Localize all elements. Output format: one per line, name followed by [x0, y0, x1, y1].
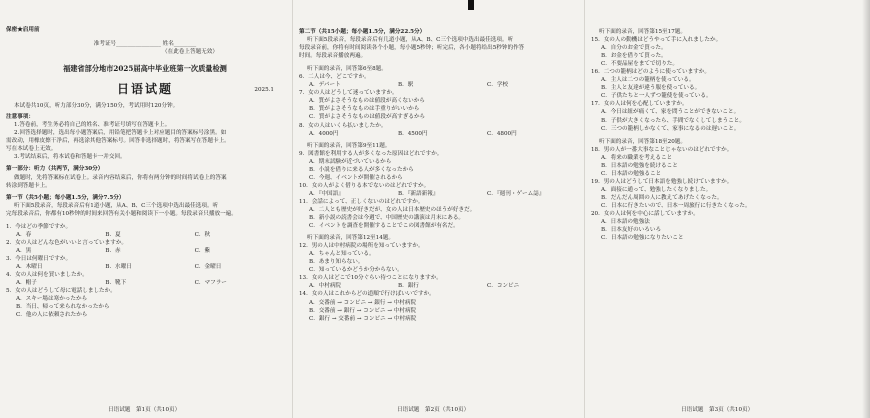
option: A．自分のお金で買った。	[601, 45, 667, 52]
question-1: 1．今はどの季節ですか。	[6, 223, 72, 230]
option: C．銀行 → 交番前 → コンビニ → 中村病院	[309, 315, 417, 322]
page-2	[292, 0, 582, 418]
option: C．不要品屋をまてで切りた。	[601, 61, 678, 68]
section1-note: 听下面5段录音，每段录音后有1道小题，从A、B、C三个选项中选出最佳选项。听	[14, 202, 219, 209]
option: A．スキー場は寒かったから	[16, 296, 88, 303]
option: A．期末試験が近づいているから	[309, 158, 392, 165]
question-9: 9．図書館を利用する人が多くなった原因はどれですか。	[299, 150, 443, 157]
option: C．日本語の勉強になりたいこと	[601, 235, 684, 242]
exam-subtitle: 福建省部分地市2025届高中毕业班第一次质量检测	[63, 64, 227, 74]
section1-heading: 第一节（共5小题；每小题1.5分，满分7.5分）	[6, 194, 125, 201]
listening-prompt: 听下面的录音，回答第9至11题。	[307, 142, 391, 149]
question-20: 20．女の人は何を中心に話していますか。	[591, 211, 699, 218]
question-11: 11．会話によって、正しくないのはどれですか。	[299, 198, 424, 205]
section2-note: 听下面5段录音，每段录音后有几道小题，从A、B、C三个选项中选出最佳选项。听	[307, 37, 514, 44]
question-15: 15．女の人の動機はどうやって手に入れましたか。	[591, 37, 722, 44]
option: B．銀行	[398, 283, 419, 290]
options-2	[6, 247, 284, 255]
option: C．4800円	[487, 130, 517, 137]
option: A．デパート	[309, 82, 341, 89]
option: B．駅	[398, 82, 414, 89]
option: A．ちゃんと知っている。	[309, 251, 375, 258]
option: C．紫	[194, 247, 211, 254]
option: B．あまり知らない。	[309, 259, 364, 266]
option: B．主人と友達が違う服を使っている。	[601, 85, 701, 92]
notice-item: 1.答卷前，考生务必将自己的姓名、准考证号填写在答题卡上。	[14, 122, 171, 129]
options-13	[299, 282, 576, 290]
option: B．当日、帰って来られなかったから	[16, 304, 110, 311]
notice-item: 需改动，用橡皮擦干净后，再选涂其他答案标号。回答非选择题时，将答案写在答题卡上。	[6, 138, 230, 145]
section1-note: 完每段录音后，你都有10秒钟的时间来回答有关小题和阅读下一小题。每段录音只播放一遍。	[6, 210, 237, 217]
listening-prompt: 听下面的录音，回答第12至14题。	[307, 235, 394, 242]
option: C．他の人に依頼されたから	[16, 312, 88, 319]
option: B．日本友好のいろいろ	[601, 227, 662, 234]
option: B．『新語新報』	[398, 190, 439, 197]
option: C．日本に行きたいので、日本一周旅行に行きたくなった。	[601, 202, 751, 209]
option: B．質がよさそうなものは手重りがいいから	[309, 106, 420, 113]
question-19: 19．男の人はどうして日本語を勉強し続けていますか。	[591, 178, 733, 185]
option: C．秋	[194, 231, 211, 238]
notice-heading: 注意事项：	[6, 114, 34, 121]
option: A．木曜日	[16, 263, 43, 270]
option: B．交番前 → 銀行 → コンビニ → 中村病院	[309, 307, 417, 314]
options-10	[299, 190, 576, 198]
option: A．質がよさそうなものは値段が高くないから	[309, 98, 425, 105]
option: A．帽子	[16, 280, 37, 287]
option: A．日本語の勉強法	[601, 219, 650, 226]
option: A．今日は紐が痛くて、家を問うことができないこと。	[601, 109, 740, 116]
option: B．小説を借りに来る人が多くなったから	[309, 166, 414, 173]
listening-prompt: 听下面的录音，回答第6至8题。	[307, 66, 387, 73]
options-8	[299, 130, 576, 138]
notice-item: 2.回答选择题时，选出每小题答案后，用铅笔把答题卡上对应题目的答案标号涂黑。如	[14, 130, 227, 137]
option: A．黒	[16, 247, 32, 254]
scan-edge-shadow	[862, 0, 870, 418]
listening-prompt: 听下面的录音，回答第18至20题。	[599, 138, 686, 145]
option: A．将来の職業を考えること	[601, 154, 673, 161]
exam-intro: 本试卷共10页，听力部分30分，满分150分，考试用时120分钟。	[14, 103, 179, 110]
option: C．マフラー	[194, 280, 227, 287]
option: C．知っているかどうか分からない。	[309, 267, 403, 274]
question-8: 8．女の人はいくら払いましたか。	[299, 122, 387, 129]
part1-note: 做题时，先将答案标在试卷上。录音内容结束后，你将有两分钟的时间将试卷上的答案	[14, 174, 227, 181]
option: A．主人は二つの籠柄を使っている。	[601, 77, 695, 84]
options-6	[299, 81, 576, 89]
question-7: 7．女の人はどうして迷っていますか。	[299, 90, 398, 97]
option: C．子供たちと一人ずつ籠使を使っている。	[601, 93, 712, 100]
page-footer: 日语试题 第3页（共10页）	[681, 407, 754, 413]
part1-note: 转涂到答题卡上。	[6, 182, 51, 189]
option: C．『週刊・ゲーム誌』	[487, 190, 545, 197]
question-6: 6．二人は今、どこですか。	[299, 74, 370, 81]
option: A．春	[16, 231, 32, 238]
options-1	[6, 231, 284, 239]
candidate-id-line: 准考证号________________ 姓名________	[93, 41, 197, 48]
option: B．夏	[105, 231, 121, 238]
question-16: 16．二つの籠柄はどのように使っていますか。	[591, 69, 710, 76]
notice-item: 写在本试卷上无效。	[6, 146, 57, 153]
option: A．4000円	[309, 130, 339, 137]
question-14: 14．女の人はこれからどの道順で行けばいいですか。	[299, 291, 435, 298]
options-4	[6, 279, 284, 287]
confidential-label: 保密★启用前	[6, 27, 40, 33]
question-10: 10．女の人がよく借りる本でないのはどれですか。	[299, 182, 430, 189]
question-18: 18．男の人が一番大事なことじゃないのはどれですか。	[591, 146, 733, 153]
option: B．だんだん周囲の人に教えてあげたくなった。	[601, 194, 723, 201]
page-3	[584, 0, 870, 418]
part1-heading: 第一部分：听力（共两节，满分30分）	[6, 166, 104, 173]
exam-date: 2025.1	[254, 87, 274, 94]
listening-prompt: 听下面的录音，回答第15至17题。	[599, 29, 686, 35]
option: B．子供が大きくなったら、手間でなくしてしまうこと。	[601, 117, 745, 124]
section2-note: 每段录音前，你将有时间阅读各个小题，每小题5秒钟；听完后，各小题将给出5秒钟的作答	[299, 45, 525, 52]
question-12: 12．男の人は中村病院の場所を知っていますか。	[299, 243, 424, 250]
option: B．お金を借りて買った。	[601, 53, 667, 60]
option: A．面接に通って、勉強したくなりました。	[601, 186, 712, 193]
option: C．今週、イベントが開催されるから	[309, 174, 403, 181]
option: A．『中国語』	[309, 190, 344, 197]
option: C．コンビニ	[487, 283, 520, 290]
option: B．日本語の勉強を続けること	[601, 162, 678, 169]
answer-note: （在此卷上答题无效）	[162, 49, 218, 56]
question-17: 17．女の人は何を心配していますか。	[591, 101, 688, 108]
exam-title: 日语试题	[116, 82, 173, 97]
option: B．4500円	[398, 130, 428, 137]
option: C．質がよさそうなものは値段が高すぎるから	[309, 114, 426, 121]
page-1	[0, 0, 290, 418]
option: B．靴下	[105, 280, 127, 287]
option: C．日本語の勉強ること	[601, 170, 662, 177]
option: A．交番前 → コンビニ → 銀行 → 中村病院	[309, 299, 417, 306]
question-13: 13．女の人はどこで10分ぐらい待つことになりますか。	[299, 275, 442, 282]
option: C．三つの籠柄しかなくて、家事になるのは遅いこと。	[601, 125, 740, 132]
page-footer: 日语试题 第2页（共10页）	[397, 407, 470, 413]
option: B．新小説の読書会は今週で、中国歴史の講演は月末にある。	[309, 215, 465, 222]
question-4: 4．女の人は何を買いましたか。	[6, 272, 88, 279]
option: C．学校	[487, 82, 509, 89]
question-2: 2．女の人はどんな色がいいと言っていますか。	[6, 239, 128, 246]
option: B．水曜日	[105, 263, 132, 270]
question-5: 5．女の人はどうして母に電話しましたか。	[6, 288, 116, 295]
section2-heading: 第二节（共15小题；每小题1.5分，满分22.5分）	[299, 29, 426, 35]
question-3: 3．今日は何曜日ですか。	[6, 255, 72, 262]
notice-item: 3.考试结束后，将本试卷和答题卡一并交回。	[14, 154, 126, 161]
options-3	[6, 263, 284, 271]
option: A．二人とも歴史が好きだが、女の人は日本歴史のほうが好きだ。	[309, 206, 476, 213]
option: C．金曜日	[194, 263, 222, 270]
option: C．イベントを調査を開催することでこの図書館が有名だ。	[309, 223, 459, 230]
option: B．赤	[105, 247, 121, 254]
section2-note: 时间。每段录音播放两遍。	[299, 53, 367, 60]
option: A．中村病院	[309, 283, 342, 290]
page-footer: 日语试题 第1页（共10页）	[108, 407, 181, 413]
